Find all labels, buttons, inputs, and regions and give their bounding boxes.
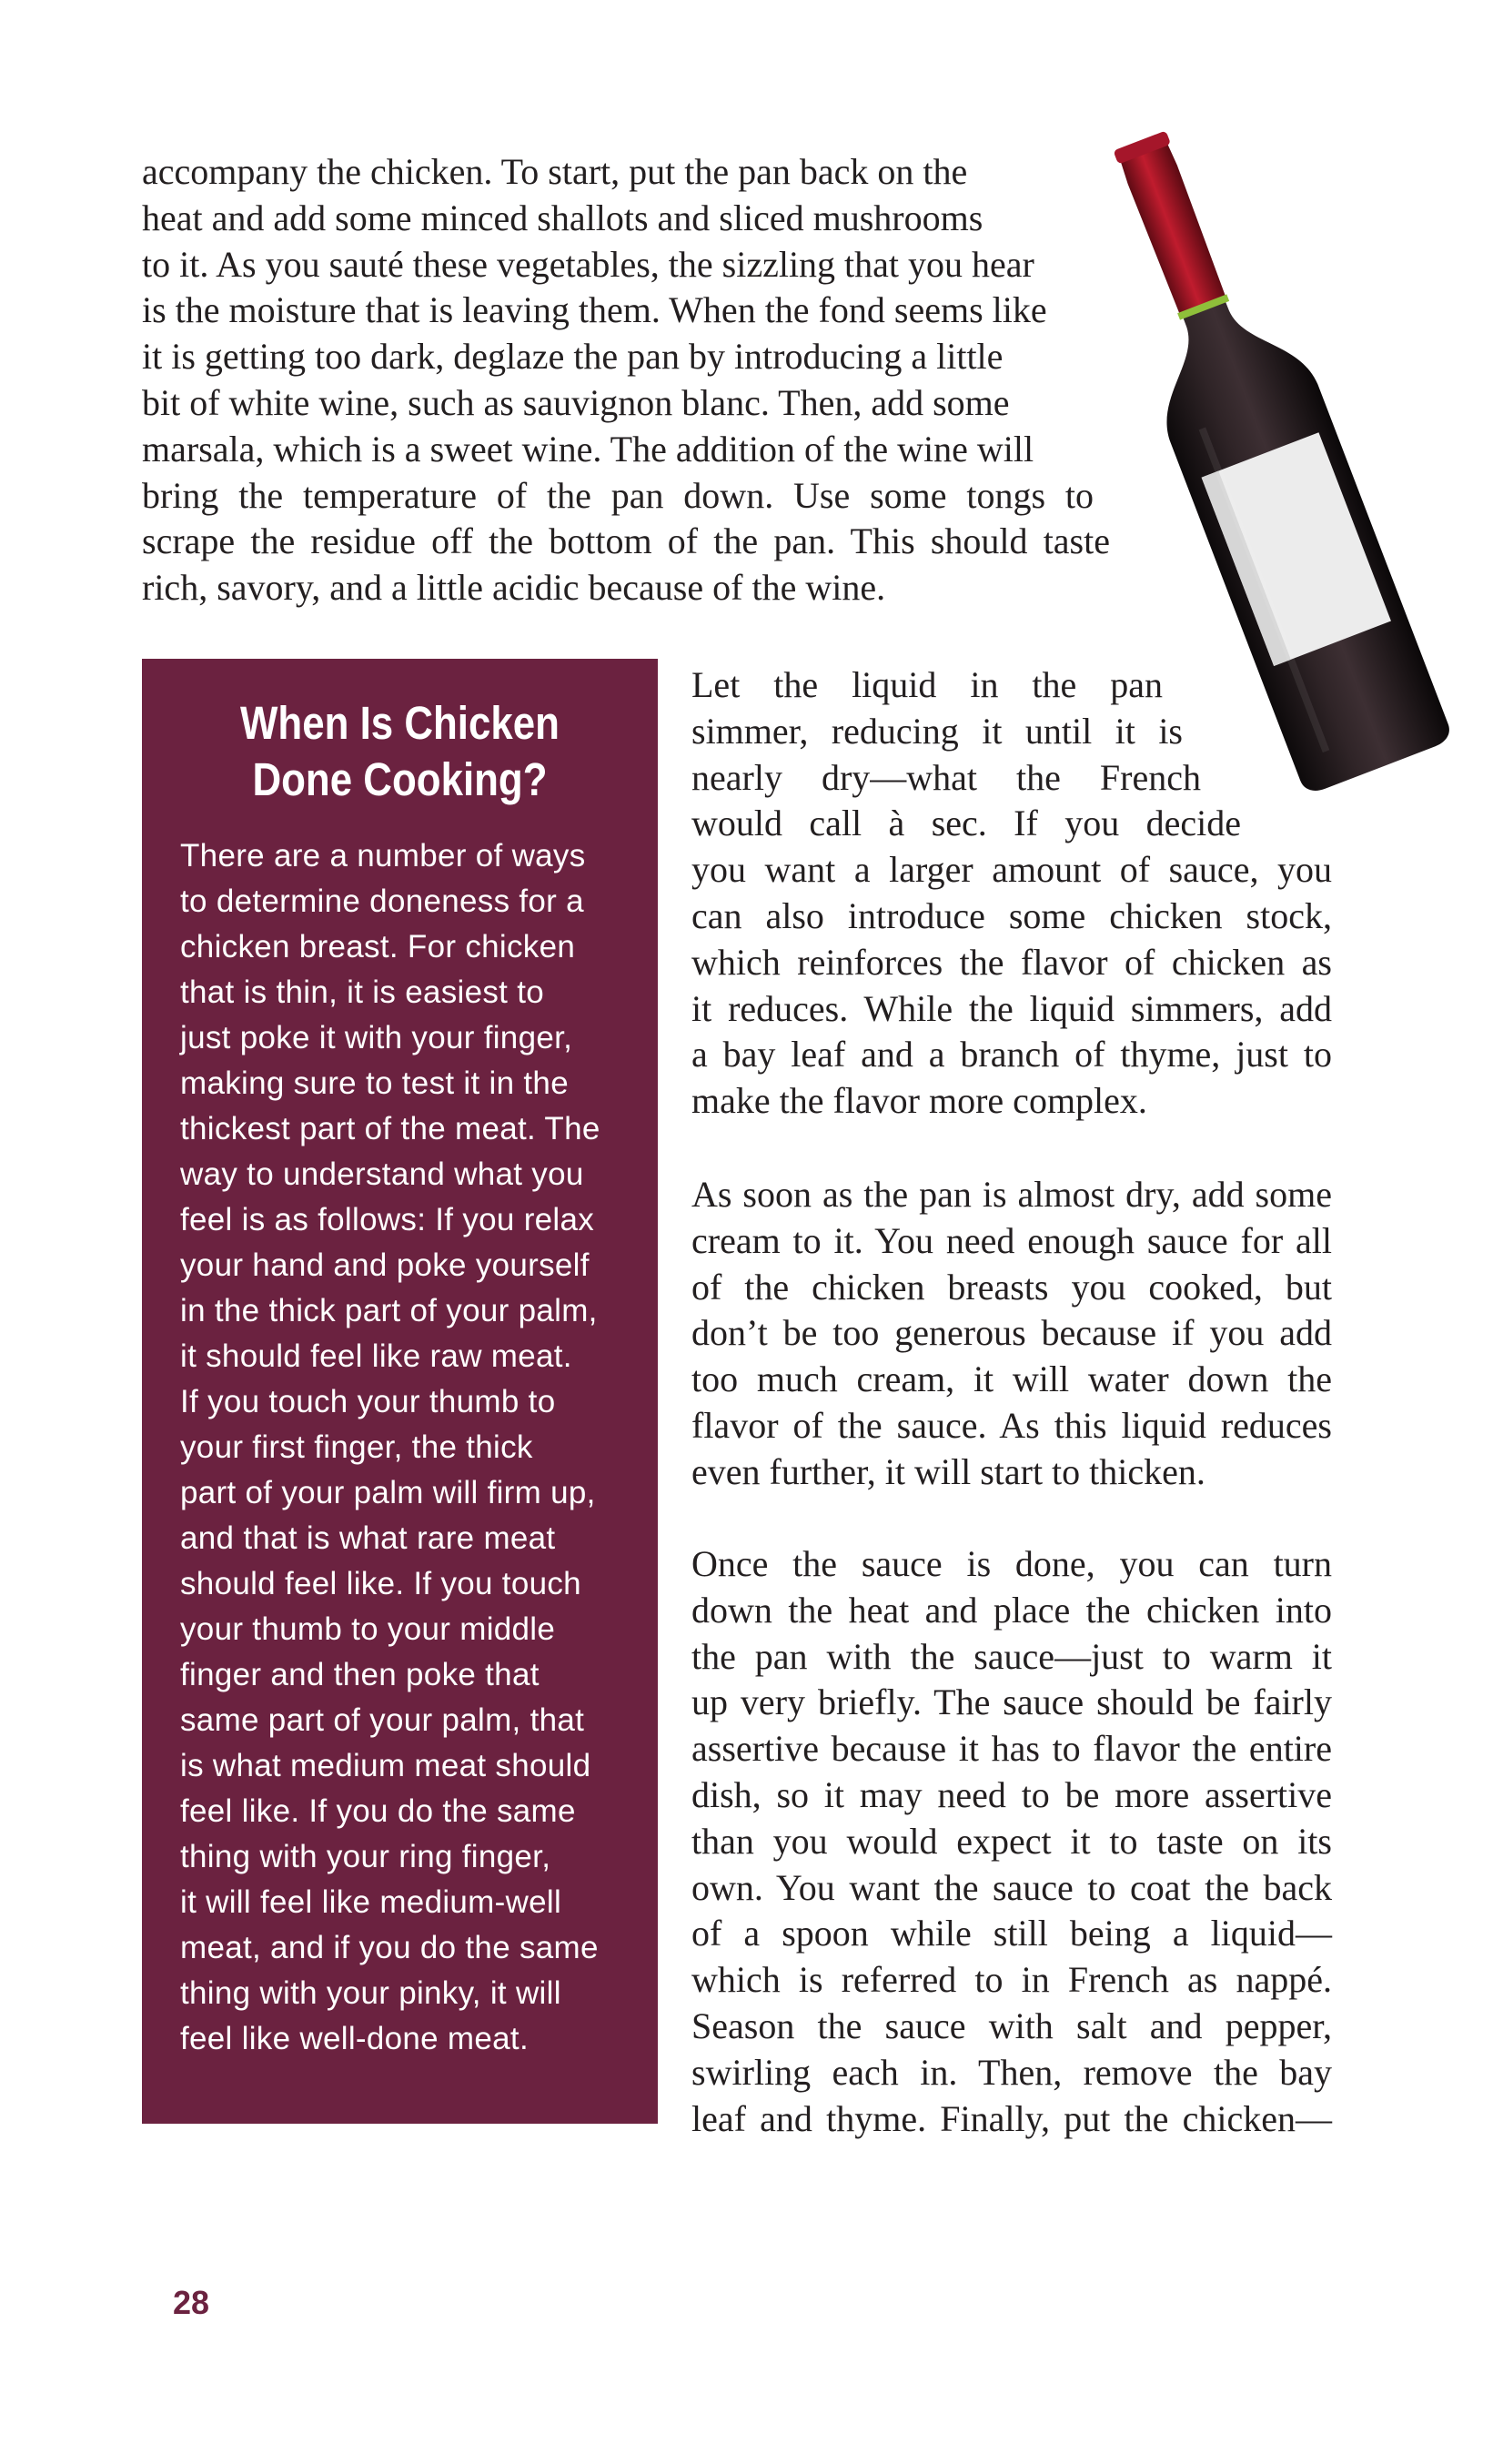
sidebar-line: making sure to test it in the <box>180 1065 569 1101</box>
sidebar-line: in the thick part of your palm, <box>180 1293 598 1328</box>
body-line: which is referred to in French as nappé. <box>691 1959 1332 2001</box>
body-line: it reduces. While the liquid simmers, add <box>691 987 1332 1029</box>
sidebar-line: feel is as follows: If you relax <box>180 1202 595 1237</box>
sidebar-line: your first finger, the thick <box>180 1429 533 1465</box>
body-line: up very briefly. The sauce should be fairly <box>691 1681 1332 1723</box>
sidebar-line: There are a number of ways <box>180 838 586 874</box>
body-line: would call à sec. If you decide <box>691 803 1241 844</box>
body-line: Once the sauce is done, you can turn <box>691 1543 1332 1584</box>
body-line: too much cream, it will water down the <box>691 1358 1332 1400</box>
sidebar-body <box>142 833 658 2062</box>
intro-line: rich, savory, and a little acidic because of the wine. <box>142 567 886 609</box>
body-line: leaf and thyme. Finally, put the chicken— <box>691 2097 1332 2139</box>
sidebar-line: finger and then poke that <box>180 1657 540 1692</box>
intro-line: marsala, which is a sweet wine. The addition of the wine will <box>142 428 1034 470</box>
body-line: the pan with the sauce—just to warm it <box>691 1635 1332 1677</box>
body-line: can also introduce some chicken stock, <box>691 894 1332 936</box>
sidebar-line: same part of your palm, that <box>180 1702 585 1738</box>
sidebar-line: your hand and poke yourself <box>180 1247 590 1283</box>
intro-line: heat and add some minced shallots and sliced mushrooms <box>142 197 984 238</box>
body-paragraph-2 <box>691 1172 1332 1496</box>
body-line: Let the liquid in the pan <box>691 664 1163 705</box>
body-line: even further, it will start to thicken. <box>691 1450 1205 1492</box>
body-line: assertive because it has to flavor the entire <box>691 1728 1332 1770</box>
sidebar-line: your thumb to your middle <box>180 1611 556 1647</box>
body-line: don’t be too generous because if you add <box>691 1312 1332 1354</box>
body-paragraph-3 <box>691 1541 1332 2142</box>
sidebar-line: thing with your ring finger, <box>180 1839 551 1874</box>
body-line: Season the sauce with salt and pepper, <box>691 2005 1332 2046</box>
sidebar-line: chicken breast. For chicken <box>180 929 576 964</box>
sidebar-line: thickest part of the meat. The <box>180 1111 600 1146</box>
intro-line: bring the temperature of the pan down. Use some tongs to <box>142 474 1094 516</box>
body-line: nearly dry—what the French <box>691 756 1201 798</box>
intro-line: bit of white wine, such as sauvignon blanc. Then, add some <box>142 381 1010 423</box>
body-line: of a spoon while still being a liquid— <box>691 1913 1332 1954</box>
sidebar-line: thing with your pinky, it will <box>180 1975 561 2011</box>
sidebar-line: feel like well-done meat. <box>180 2021 529 2056</box>
body-paragraph-1 <box>691 662 1332 1125</box>
body-line: of the chicken breasts you cooked, but <box>691 1266 1332 1308</box>
intro-line: is the moisture that is leaving them. When the fond seems like <box>142 289 1047 331</box>
body-line: which reinforces the flavor of chicken as <box>691 941 1332 983</box>
body-line: make the flavor more complex. <box>691 1080 1147 1122</box>
sidebar-line: just poke it with your finger, <box>180 1020 573 1055</box>
body-line: flavor of the sauce. As this liquid reduces <box>691 1404 1332 1446</box>
sidebar-line: that is thin, it is easiest to <box>180 974 545 1010</box>
sidebar-line: feel like. If you do the same <box>180 1793 576 1829</box>
body-line: As soon as the pan is almost dry, add some <box>691 1174 1332 1215</box>
sidebar-line: meat, and if you do the same <box>180 1930 599 1965</box>
sidebar-box <box>142 659 658 2124</box>
sidebar-title-line: When Is Chicken <box>240 697 560 749</box>
sidebar-line: it will feel like medium-well <box>180 1884 562 1920</box>
intro-line: scrape the residue off the bottom of the pan. This should taste <box>142 520 1110 562</box>
body-line: dish, so it may need to be more assertive <box>691 1773 1332 1815</box>
body-line: cream to it. You need enough sauce for all <box>691 1219 1332 1261</box>
intro-line: to it. As you sauté these vegetables, the sizzling that you hear <box>142 243 1034 285</box>
sidebar-line: If you touch your thumb to <box>180 1384 556 1419</box>
sidebar-line: way to understand what you <box>180 1156 584 1192</box>
sidebar-line: it should feel like raw meat. <box>180 1338 572 1374</box>
page-number: 28 <box>173 2284 210 2321</box>
body-line: swirling each in. Then, remove the bay <box>691 2051 1332 2093</box>
body-line: down the heat and place the chicken into <box>691 1589 1332 1631</box>
sidebar-title-line: Done Cooking? <box>252 753 548 805</box>
sidebar-line: to determine doneness for a <box>180 884 584 919</box>
body-line: own. You want the sauce to coat the back <box>691 1866 1332 1908</box>
sidebar-line: should feel like. If you touch <box>180 1566 581 1601</box>
intro-paragraph <box>142 149 1110 611</box>
sidebar-title <box>178 695 622 808</box>
body-line: than you would expect it to taste on its <box>691 1820 1332 1862</box>
body-line: simmer, reducing it until it is <box>691 710 1183 752</box>
intro-line: accompany the chicken. To start, put the pan back on the <box>142 151 968 192</box>
sidebar-line: is what medium meat should <box>180 1748 591 1783</box>
body-line: you want a larger amount of sauce, you <box>691 849 1332 891</box>
sidebar-line: part of your palm will firm up, <box>180 1475 596 1510</box>
sidebar-line: and that is what rare meat <box>180 1520 556 1556</box>
intro-line: it is getting too dark, deglaze the pan by introducing a little <box>142 336 1004 378</box>
body-line: a bay leaf and a branch of thyme, just to <box>691 1034 1332 1075</box>
